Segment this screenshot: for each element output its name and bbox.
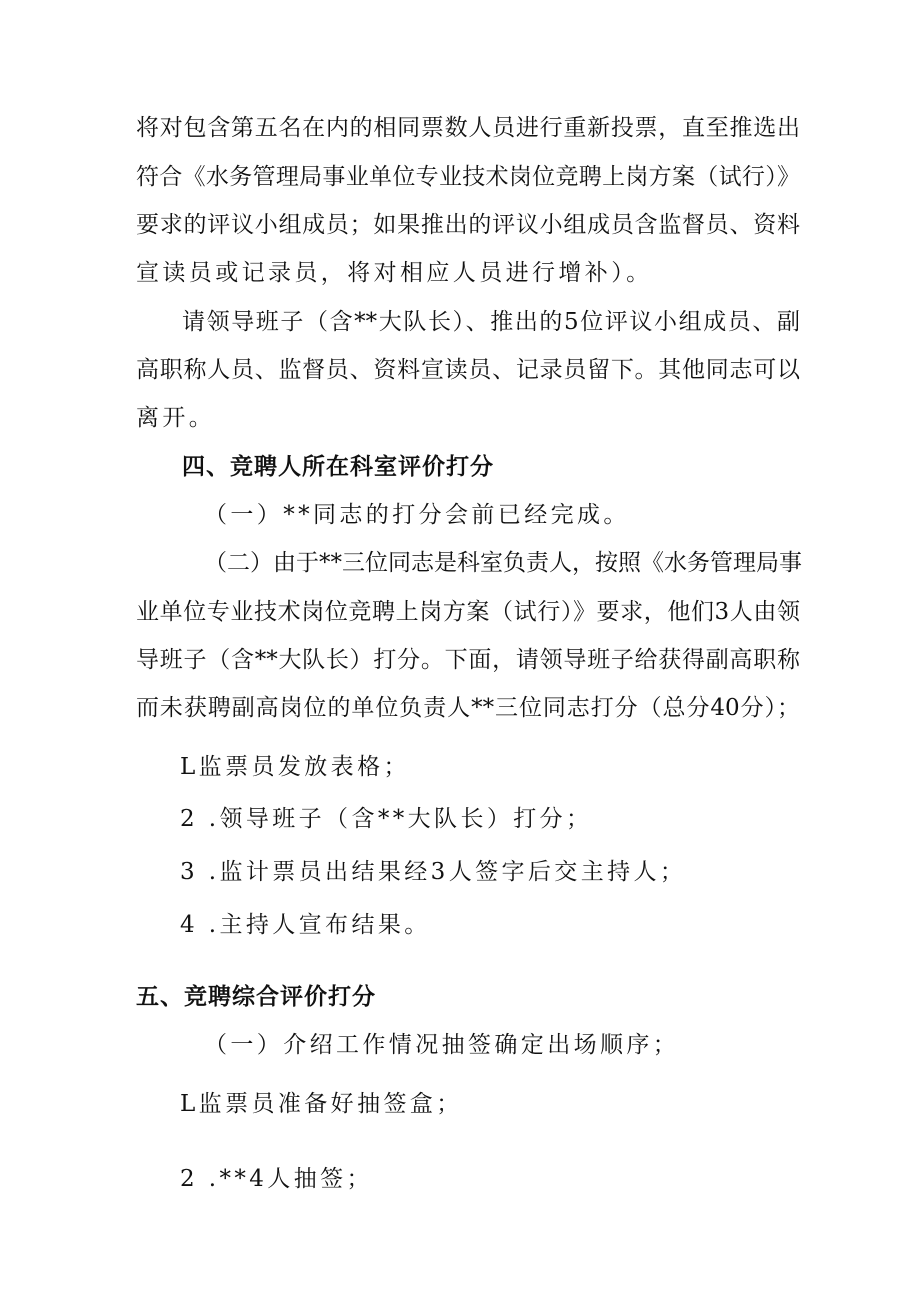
list-item: 2 .领导班子（含**大队长）打分； — [180, 806, 593, 832]
list-item: 3 .监计票员出结果经3人签字后交主持人； — [180, 859, 687, 885]
paragraph-line: 要求的评议小组成员；如果推出的评议小组成员含监督员、资料 — [136, 212, 800, 238]
list-item: L监票员发放表格； — [180, 754, 410, 780]
paragraph-line: 将对包含第五名在内的相同票数人员进行重新投票，直至推选出 — [136, 115, 800, 141]
paragraph-line: 而未获聘副高岗位的单位负责人**三位同志打分（总分40分）； — [136, 695, 800, 721]
paragraph-line: （二）由于**三位同志是科室负责人，按照《水务管理局事 — [204, 550, 802, 576]
paragraph-line: 符合《水务管理局事业单位专业技术岗位竞聘上岗方案（试行）》 — [136, 164, 800, 190]
list-item: L监票员准备好抽签盒； — [180, 1091, 463, 1117]
section-heading: 四、竞聘人所在科室评价打分 — [182, 454, 494, 480]
paragraph-line: 请领导班子（含**大队长）、推出的5位评议小组成员、副 — [182, 309, 800, 335]
paragraph-line: 离开。 — [136, 405, 216, 431]
paragraph-line: 高职称人员、监督员、资料宣读员、记录员留下。其他同志可以 — [136, 357, 800, 383]
subsection-line: （一）介绍工作情况抽签确定出场顺序； — [204, 1032, 680, 1058]
paragraph-line: 导班子（含**大队长）打分。下面，请领导班子给获得副高职称 — [136, 647, 800, 673]
section-heading: 五、竞聘综合评价打分 — [136, 984, 376, 1010]
list-item: 2 .**4人抽签； — [180, 1166, 373, 1192]
paragraph-line: 业单位专业技术岗位竞聘上岗方案（试行）》要求，他们3人由领 — [136, 599, 800, 625]
subsection-line: （一）**同志的打分会前已经完成。 — [204, 502, 630, 528]
list-item: 4 .主持人宣布结果。 — [180, 912, 431, 938]
paragraph-line: 宣读员或记录员，将对相应人员进行增补）。 — [136, 260, 653, 286]
